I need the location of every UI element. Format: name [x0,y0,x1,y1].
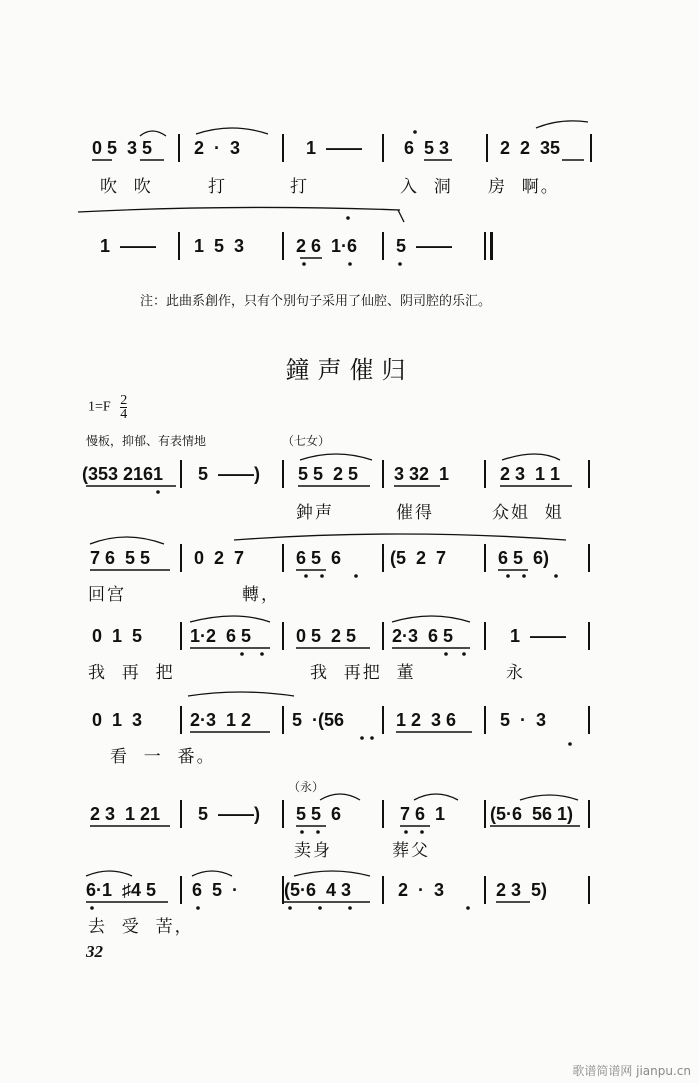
octave-dot [554,574,558,578]
measure: 2 · 3 [398,880,445,900]
octave-dot [398,262,402,266]
octave-dot [260,652,264,656]
lyric: 我 再 把 [88,663,175,683]
footnote: 注：此曲系創作，只有个別句子采用了仙腔、阴司腔的乐汇。 [140,294,492,309]
lyric: 打 [290,177,309,197]
slur [190,616,270,622]
octave-dot [348,906,352,910]
lyric: 回宫 [88,585,126,605]
watermark: 歌谱简谱网 jianpu.cn [572,1064,691,1078]
measure: 0 5 3 5 [92,138,153,158]
octave-dot [316,830,320,834]
key-label: 1=F [88,399,111,415]
octave-dot [360,736,364,740]
slur [520,795,578,800]
measure: 1 2 3 6 [396,710,457,730]
measure: 2 3 5) [496,880,548,900]
octave-dot [240,652,244,656]
measure: 2 6 1·6 [296,236,358,256]
role-seven-fairy: （七女） [282,434,331,448]
lyric: 看 一 番。 [110,747,216,767]
measure: 0 1 3 [92,710,143,730]
measure: 2·3 6 5 [392,626,454,646]
slur [188,692,294,696]
slur [294,871,370,876]
measure: 2·3 1 2 [190,710,252,730]
slur [392,616,470,622]
lyric: 轉， [242,585,280,605]
slur [398,210,404,222]
measure: (5 2 7 [390,548,447,568]
octave-dot [444,652,448,656]
octave-dot [462,652,466,656]
lyric: 卖身 [294,841,332,861]
measure: 7 6 1 [400,804,446,824]
measure: 2 3 1 1 [500,464,561,484]
lyric: 催得 [396,503,434,523]
time-bottom: 4 [120,407,128,422]
lyric: 我 再把 董 [310,663,416,683]
slur [536,121,588,128]
octave-dot [318,906,322,910]
octave-dot [346,216,350,220]
measure: 6·1 ♯4 5 [86,880,157,900]
measure: 5 5 6 [296,804,342,824]
measure: 2 2 35 [500,138,561,158]
octave-dot [348,262,352,266]
slur [414,794,458,800]
song-title: 鐘声催归 [285,356,414,384]
measure: 0 2 7 [194,548,245,568]
slur [196,128,268,134]
tempo-marking: 慢板，抑郁、有表情地 [86,434,207,448]
slur [502,454,560,460]
measure: 2 · 3 [194,138,241,158]
measure: 1 5 3 [194,236,245,256]
measure: 1 —— [100,236,157,256]
role-yong: （永） [288,780,325,794]
lyric: 去 受 苦， [88,917,194,937]
measure: 7 6 5 5 [90,548,151,568]
slur [192,871,232,876]
slur [234,534,566,540]
measure: 1 —— [306,138,363,158]
measure: (5·6 56 1) [490,804,574,824]
measure: 1·2 6 5 [190,626,252,646]
octave-dot [300,830,304,834]
lyric: 葬父 [392,841,430,861]
octave-dot [196,906,200,910]
octave-dot [370,736,374,740]
measure: 1 —— [510,626,567,646]
page-number: 32 [86,942,103,961]
measure: 6 5 3 [404,138,450,158]
measure: 5 ·(56 [292,710,345,730]
measure: 6 5 6 [296,548,342,568]
measure: 0 5 2 5 [296,626,357,646]
lyric: 鈡声 [296,503,334,523]
lyric: 吹 吹 [100,177,153,197]
octave-dot [506,574,510,578]
measure: (5·6 4 3 [284,880,352,900]
octave-dot [420,830,424,834]
octave-dot [568,742,572,746]
time-top: 2 [120,393,128,408]
slur [86,871,132,876]
octave-dot [466,906,470,910]
octave-dot [156,490,160,494]
measure: 5 5 2 5 [298,464,359,484]
measure: 0 1 5 [92,626,143,646]
measure: 5 · 3 [500,710,547,730]
slur [90,537,164,544]
measure: 6 5 6) [498,548,550,568]
lyric: 众姐 姐 [492,503,564,523]
octave-dot [304,574,308,578]
measure: 5 ——) [198,804,261,824]
lyric: 永 [506,663,525,683]
octave-dot [302,262,306,266]
slur [78,207,400,212]
measure: 2 3 1 21 [90,804,161,824]
lyric: 入 洞 [400,177,453,197]
lyric: 房 啊。 [488,177,560,197]
octave-dot [354,574,358,578]
octave-dot [90,906,94,910]
slur [300,454,372,460]
octave-dot [320,574,324,578]
measure: (353 2161 [82,464,164,484]
octave-dot [404,830,408,834]
measure: 6 5 · [192,880,239,900]
octave-dot [288,906,292,910]
lyric: 打 [208,177,227,197]
measure: 5 —— [396,236,453,256]
slur [140,131,166,136]
octave-dot [413,130,417,134]
measure: 3 32 1 [394,464,450,484]
slur [320,794,360,800]
measure: 5 ——) [198,464,261,484]
octave-dot [522,574,526,578]
